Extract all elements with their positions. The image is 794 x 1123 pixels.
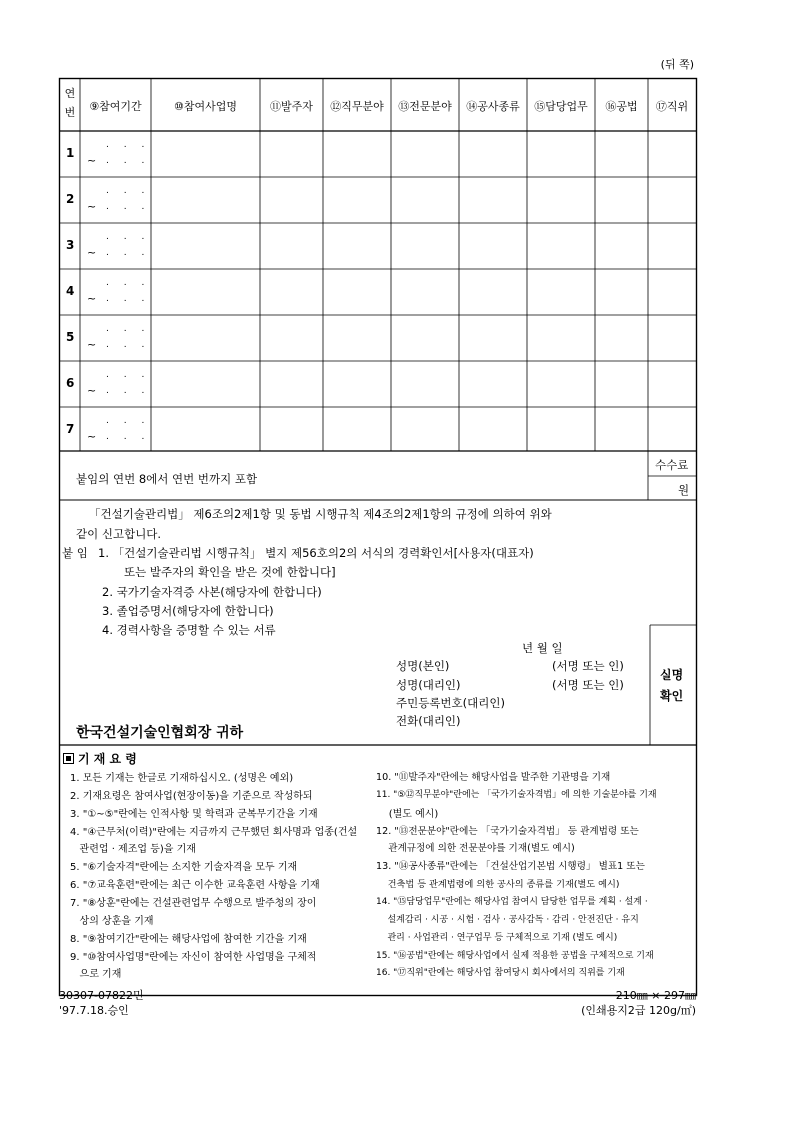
instruction-left: 8. "⑨참여기간"란에는 해당사업에 참여한 기간을 기재 xyxy=(70,934,307,945)
instruction-left: 으로 기재 xyxy=(70,969,122,980)
instruction-left: 관련업 · 제조업 등)을 기재 xyxy=(70,844,196,855)
declaration-line-1: 「건설기술관리법」 제6조의2제1항 및 동법 시행규칙 제4조의2제1항의 규정에 의하여 위와 xyxy=(89,507,552,521)
period-tilde: ~ xyxy=(87,246,97,259)
addressee: 한국건설기술인협회장 귀하 xyxy=(76,725,244,741)
instruction-left: 상의 상훈을 기재 xyxy=(70,916,154,927)
instruction-right: 관리 · 사업관리 · 연구업무 등 구체적으로 기재 (별도 예시) xyxy=(376,933,618,943)
instruction-left: 7. "⑧상훈"란에는 건설관련업무 수행으로 발주청의 장이 xyxy=(70,898,317,909)
period-end-dots: . . . xyxy=(106,294,151,304)
instruction-right: 16. "⑰직위"란에는 해당사업 참여당시 회사에서의 직위를 기재 xyxy=(376,968,625,978)
period-tilde: ~ xyxy=(87,430,97,443)
attach-item: 1. 「건설기술관리법 시행규칙」 별지 제56호의2의 서식의 경력확인서[사용자(대표자) xyxy=(98,546,534,560)
period-start-dots: . . . xyxy=(106,370,151,380)
period-end-dots: . . . xyxy=(106,386,151,396)
header-serial: 연 번 xyxy=(64,87,76,119)
fee-label: 수수료 xyxy=(655,458,689,472)
header-specialty: ⑬전문분야 xyxy=(398,100,452,113)
paper-type: (인쇄용지2급 120g/㎡) xyxy=(581,1004,696,1017)
instruction-left: 4. "④근무처(이력)"란에는 지금까지 근무했던 회사명과 업종(건설 xyxy=(70,827,358,838)
instruction-left: 1. 모든 기재는 한글로 기재하십시오. (성명은 예외) xyxy=(70,773,294,784)
period-end-dots: . . . xyxy=(106,202,151,212)
fee-unit: 원 xyxy=(678,483,690,497)
attach-item: 또는 발주자의 확인을 받은 것에 한합니다] xyxy=(124,565,336,579)
instruction-right: 관계규정에 의한 전문분야를 기재(별도 예시) xyxy=(376,843,575,854)
instruction-right: 12. "⑬전문분야"란에는 「국가기술자격법」 등 관계법령 또는 xyxy=(376,826,639,837)
period-start-dots: . . . xyxy=(106,186,151,196)
row-number: 4 xyxy=(66,284,75,298)
period-start-dots: . . . xyxy=(106,232,151,242)
period-start-dots: . . . xyxy=(106,278,151,288)
period-end-dots: . . . xyxy=(106,156,151,166)
period-tilde: ~ xyxy=(87,338,97,351)
approval-date: '97.7.18.승인 xyxy=(59,1004,129,1017)
instruction-right: 15. "⑯공법"란에는 해당사업에서 실제 적용한 공법을 구체적으로 기재 xyxy=(376,951,654,961)
period-tilde: ~ xyxy=(87,384,97,397)
period-end-dots: . . . xyxy=(106,432,151,442)
attach-item: 4. 경력사항을 증명할 수 있는 서류 xyxy=(102,623,276,637)
row-number: 2 xyxy=(66,192,75,206)
instruction-left: 9. "⑩참여사업명"란에는 자신이 참여한 사업명을 구체적 xyxy=(70,952,317,963)
instruction-left: 6. "⑦교육훈련"란에는 최근 이수한 교육훈련 사항을 기재 xyxy=(70,880,320,891)
instruction-right: (별도 예시) xyxy=(376,809,439,820)
instruction-right: 14. "⑮담당업무"란에는 해당사업 참여시 담당한 업무를 계획 · 설계 · xyxy=(376,897,648,907)
header-method: ⑯공법 xyxy=(605,100,638,113)
signer-label: 성명(본인) xyxy=(396,659,450,673)
signer-label: 주민등록번호(대리인) xyxy=(396,696,505,710)
header-job-field: ⑫직무분야 xyxy=(330,100,384,113)
attach-range-line: 붙임의 연번 8에서 연번 번까지 포함 xyxy=(76,472,258,486)
instructions-title: 기 재 요 령 xyxy=(78,752,137,766)
instruction-left: 3. "①~⑤"란에는 인적사항 및 학력과 군복무기간을 기재 xyxy=(70,809,318,820)
paper-size: 210㎜ × 297㎜ xyxy=(615,989,696,1002)
period-end-dots: . . . xyxy=(106,340,151,350)
row-number: 6 xyxy=(66,376,75,390)
square-bullet-icon xyxy=(63,753,74,764)
attach-label: 붙 임 xyxy=(62,546,88,560)
row-number: 7 xyxy=(66,422,75,436)
instruction-right: 10. "⑪발주자"란에는 해당사업을 발주한 기관명을 기재 xyxy=(376,772,611,783)
header-client: ⑪발주자 xyxy=(270,100,313,113)
instruction-left: 5. "⑥기술자격"란에는 소지한 기술자격을 모두 기재 xyxy=(70,862,298,873)
instruction-right: 11. "⑤⑫직무분야"란에는 「국가기술자격법」에 의한 기술분야를 기재 xyxy=(376,790,657,800)
signer-label: 성명(대리인) xyxy=(396,678,461,692)
confirm-label-2: 확인 xyxy=(660,689,684,703)
row-number: 3 xyxy=(66,238,75,252)
period-start-dots: . . . xyxy=(106,416,151,426)
confirm-label-1: 실명 xyxy=(660,668,684,682)
form-code: 30307-07822민 xyxy=(59,989,144,1002)
signer-label: 전화(대리인) xyxy=(396,714,461,728)
period-tilde: ~ xyxy=(87,200,97,213)
attach-item: 2. 국가기술자격증 사본(해당자에 한합니다) xyxy=(102,585,322,599)
header-position: ⑰직위 xyxy=(655,100,689,113)
period-start-dots: . . . xyxy=(106,140,151,150)
instruction-right: 13. "⑭공사종류"란에는 「건설산업기본법 시행령」 별표1 또는 xyxy=(376,861,645,872)
period-start-dots: . . . xyxy=(106,324,151,334)
page-side-label: (뒤 쪽) xyxy=(660,58,694,71)
instruction-right: 건축법 등 관계법령에 의한 공사의 종류를 기재(별도 예시) xyxy=(376,879,620,890)
attach-item: 3. 졸업증명서(해당자에 한합니다) xyxy=(102,604,274,618)
signer-sign: (서명 또는 인) xyxy=(552,659,624,673)
row-number: 1 xyxy=(66,146,75,160)
declaration-line-2: 같이 신고합니다. xyxy=(76,527,162,541)
period-tilde: ~ xyxy=(87,154,97,167)
period-end-dots: . . . xyxy=(106,248,151,258)
signer-sign: (서명 또는 인) xyxy=(552,678,624,692)
instruction-left: 2. 기재요령은 참여사업(현장이동)을 기준으로 작성하되 xyxy=(70,791,313,802)
header-duty: ⑮담당업무 xyxy=(534,100,588,113)
instruction-right: 설계감리 · 시공 · 시험 · 검사 · 공사감독 · 감리 · 안전진단 · 유지 xyxy=(376,915,639,925)
row-number: 5 xyxy=(66,330,75,344)
header-project-name: ⑩참여사업명 xyxy=(174,100,237,113)
header-construction-type: ⑭공사종류 xyxy=(466,100,520,113)
date-line: 년 월 일 xyxy=(522,641,563,655)
period-tilde: ~ xyxy=(87,292,97,305)
header-period: ⑨참여기간 xyxy=(89,100,142,113)
